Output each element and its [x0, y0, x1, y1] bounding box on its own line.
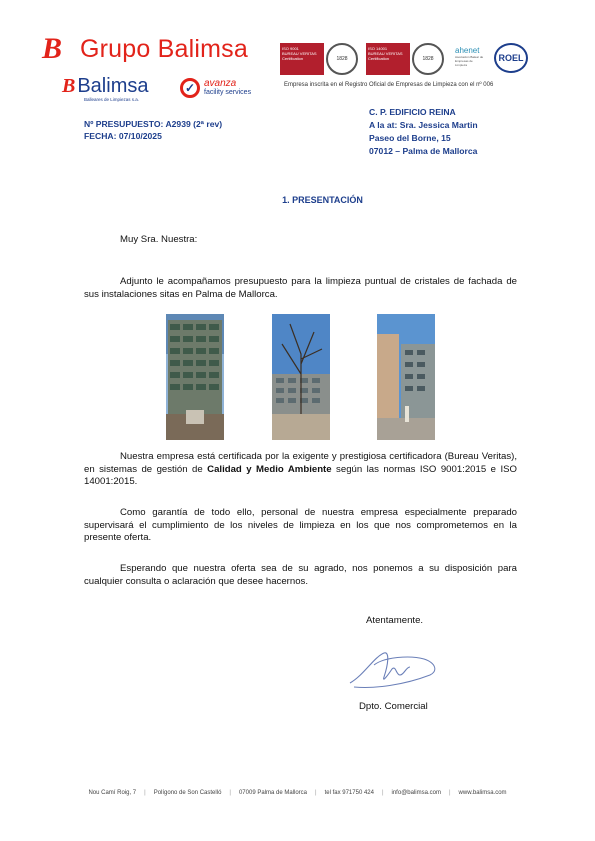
building-photo-1 [166, 314, 224, 440]
cert2-line: ISO 14001 [368, 46, 388, 51]
footer-address: Nou Camí Roig, 7 [88, 790, 137, 796]
cert1-line: BUREAU VERITAS [282, 51, 317, 56]
balimsa-mark-icon: B [42, 32, 63, 65]
ahenet-logo [455, 46, 485, 67]
recipient-name: C. P. EDIFICIO REINA [369, 107, 456, 117]
registro-note: Empresa inscrita en el Registro Oficial de Empresas de Limpieza con el nº 006 [284, 82, 494, 88]
section-title-text: 1. PRESENTACIÓN [282, 195, 363, 205]
footer: Nou Camí Roig, 7 | Polígono de Son Castelló | 07009 Palma de Mallorca | tel fax 971750 424 | info@balimsa.com | www.balimsa.com [88, 790, 507, 796]
department: Dpto. Comercial [359, 701, 428, 712]
ahenet-name: ahenet [455, 46, 480, 55]
building-photo-3 [377, 314, 435, 440]
recipient-city: 07012 – Palma de Mallorca [369, 146, 478, 156]
grupo-balimsa-logo [42, 34, 248, 64]
avanza-logo [180, 78, 251, 98]
footer-email[interactable]: info@balimsa.com [391, 790, 441, 796]
footer-city: 07009 Palma de Mallorca [238, 790, 308, 796]
cert-text-a: Nuestra empresa está certificada por la exigente y prestigiosa certificadora (Bureau Veritas), en sistemas de gestión de [84, 451, 517, 475]
closing-salutation: Atentamente. [366, 615, 424, 626]
brand-name: Grupo Balimsa [80, 34, 248, 63]
greeting: Muy Sra. Nuestra: [120, 234, 198, 245]
iso-14001-cert-badge [366, 43, 446, 75]
cert-text-bold: Calidad y Medio Ambiente [207, 463, 332, 475]
section-title [0, 195, 595, 205]
avanza-check-icon: ✓ [180, 78, 200, 98]
roel-logo: ROEL [494, 43, 528, 73]
paragraph-intro: Adjunto le acompañamos presupuesto para la limpieza puntual de cristales de fachada de sus instalaciones sitas en Palma de Mallorca. [84, 276, 517, 300]
sub-brand-tagline: Balleares de Limpiezas s.a. [84, 97, 140, 102]
paragraph-guarantee: Como garantía de todo ello, personal de nuestra empresa especialmente preparado supervisará el cumplimiento de los niveles de limpieza en los que nos comprometemos en la presente oferta. [84, 507, 517, 543]
cert2-line: Certification [368, 56, 390, 61]
recipient-block [369, 106, 478, 158]
ahenet-sub: Asociación Balear de Empresas de Limpieza [455, 55, 484, 67]
cert1-line: Certification [282, 56, 304, 61]
recipient-street: Paseo del Borne, 15 [369, 133, 451, 143]
paragraph-closing: Esperando que nuestra oferta sea de su agrado, nos ponemos a su disposición para cualquier consulta o aclaración que desee hacernos. [84, 563, 517, 587]
cert1-line: ISO 9001 [282, 46, 299, 51]
bureau-veritas-seal-icon: 1828 [326, 43, 358, 75]
iso-9001-cert-badge [280, 43, 360, 75]
sub-brand-name: Balimsa [77, 75, 149, 97]
avanza-name: avanza [204, 78, 237, 89]
bureau-veritas-seal-icon: 1828 [412, 43, 444, 75]
balimsa-logo [62, 75, 149, 102]
cert2-line: BUREAU VERITAS [368, 51, 403, 56]
signature-image [344, 645, 440, 696]
avanza-sub: facility services [204, 89, 252, 96]
building-photo-2 [272, 314, 330, 440]
balimsa-small-mark-icon: B [62, 75, 76, 97]
footer-polygon: Polígono de Son Castelló [153, 790, 222, 796]
recipient-attention: A la at: Sra. Jessica Martin [369, 120, 478, 130]
footer-phone: tel fax 971750 424 [324, 790, 374, 796]
budget-date: FECHA: 07/10/2025 [84, 131, 162, 141]
cert-text-c: según las normas ISO 9001:2015 e ISO 14001:2015. [84, 463, 517, 487]
paragraph-certification [84, 451, 517, 489]
budget-number: Nº PRESUPUESTO: A2939 (2ª rev) [84, 119, 223, 129]
budget-meta [84, 118, 222, 142]
footer-website[interactable]: www.balimsa.com [458, 790, 507, 796]
